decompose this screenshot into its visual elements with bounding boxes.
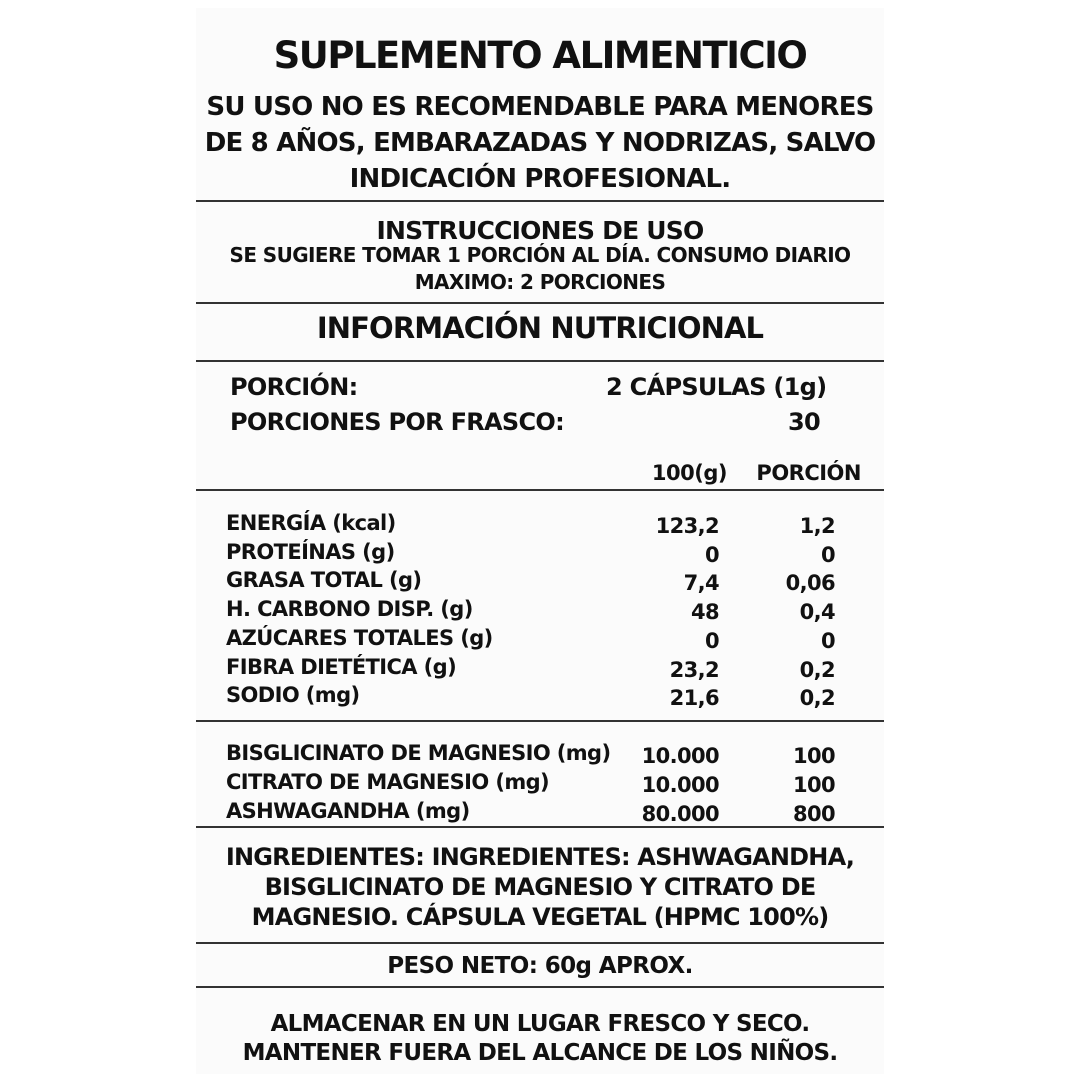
row-name: GRASA TOTAL (g) bbox=[226, 568, 422, 593]
row-name: ASHWAGANDHA (mg) bbox=[226, 799, 470, 823]
warning-line-2: DE 8 AÑOS, EMBARAZADAS Y NODRIZAS, SALVO bbox=[204, 128, 876, 158]
net-weight: PESO NETO: 60g APROX. bbox=[387, 953, 693, 979]
row-value-portion: 1,2 bbox=[799, 514, 835, 538]
storage-line-2: MANTENER FUERA DEL ALCANCE DE LOS NIÑOS. bbox=[242, 1040, 838, 1066]
row-value-100g: 21,6 bbox=[669, 686, 719, 711]
row-value-100g: 48 bbox=[690, 600, 719, 625]
warning-line-1: SU USO NO ES RECOMENDABLE PARA MENORES bbox=[206, 92, 874, 122]
storage-line-1: ALMACENAR EN UN LUGAR FRESCO Y SECO. bbox=[270, 1011, 810, 1037]
warning-line-3: INDICACIÓN PROFESIONAL. bbox=[349, 164, 731, 194]
divider bbox=[196, 826, 884, 828]
column-header-100g: 100(g) bbox=[651, 461, 727, 485]
row-value-portion: 800 bbox=[792, 802, 835, 826]
row-value-portion: 0,4 bbox=[799, 600, 835, 625]
row-value-100g: 0 bbox=[704, 542, 719, 567]
ingredients-line-1: INGREDIENTES: INGREDIENTES: ASHWAGANDHA, bbox=[225, 843, 855, 871]
row-name: AZÚCARES TOTALES (g) bbox=[226, 625, 493, 650]
row-value-portion: 0 bbox=[820, 628, 835, 653]
row-value-100g: 123,2 bbox=[655, 514, 719, 538]
row-value-portion: 100 bbox=[792, 744, 835, 768]
row-name: SODIO (mg) bbox=[226, 683, 360, 708]
row-value-portion: 100 bbox=[792, 773, 835, 797]
row-value-100g: 80.000 bbox=[641, 802, 719, 826]
instructions-line-2: MAXIMO: 2 PORCIONES bbox=[414, 270, 666, 294]
divider bbox=[196, 200, 884, 202]
ingredients-line-2: BISGLICINATO DE MAGNESIO Y CITRATO DE bbox=[264, 873, 816, 901]
servings-per-bottle-value: 30 bbox=[788, 408, 820, 436]
divider bbox=[196, 489, 884, 491]
divider bbox=[196, 942, 884, 944]
row-value-100g: 7,4 bbox=[683, 571, 719, 596]
divider bbox=[196, 986, 884, 988]
ingredients-line-3: MAGNESIO. CÁPSULA VEGETAL (HPMC 100%) bbox=[251, 903, 829, 931]
row-value-portion: 0 bbox=[820, 542, 835, 567]
row-value-portion: 0,06 bbox=[785, 571, 835, 596]
row-value-100g: 10.000 bbox=[641, 773, 719, 797]
servings-per-bottle-label: PORCIONES POR FRASCO: bbox=[230, 408, 565, 436]
row-value-100g: 10.000 bbox=[641, 744, 719, 768]
nutrition-label bbox=[196, 8, 884, 1074]
row-name: BISGLICINATO DE MAGNESIO (mg) bbox=[226, 741, 611, 765]
serving-label: PORCIÓN: bbox=[230, 373, 358, 401]
nutrition-heading: INFORMACIÓN NUTRICIONAL bbox=[316, 311, 764, 345]
product-title: SUPLEMENTO ALIMENTICIO bbox=[273, 34, 807, 77]
row-name: CITRATO DE MAGNESIO (mg) bbox=[226, 770, 550, 794]
divider bbox=[196, 360, 884, 362]
divider bbox=[196, 302, 884, 304]
instructions-line-1: SE SUGIERE TOMAR 1 PORCIÓN AL DÍA. CONSUMO DIARIO bbox=[229, 243, 851, 267]
row-name: PROTEÍNAS (g) bbox=[226, 539, 395, 564]
row-name: FIBRA DIETÉTICA (g) bbox=[226, 654, 457, 679]
row-name: ENERGÍA (kcal) bbox=[226, 511, 396, 535]
row-value-100g: 0 bbox=[704, 628, 719, 653]
row-value-100g: 23,2 bbox=[669, 657, 719, 682]
instructions-heading: INSTRUCCIONES DE USO bbox=[376, 216, 704, 245]
divider bbox=[196, 720, 884, 722]
column-header-portion: PORCIÓN bbox=[756, 461, 861, 485]
row-value-portion: 0,2 bbox=[799, 686, 835, 711]
row-name: H. CARBONO DISP. (g) bbox=[226, 597, 473, 622]
serving-value: 2 CÁPSULAS (1g) bbox=[606, 373, 827, 401]
row-value-portion: 0,2 bbox=[799, 657, 835, 682]
